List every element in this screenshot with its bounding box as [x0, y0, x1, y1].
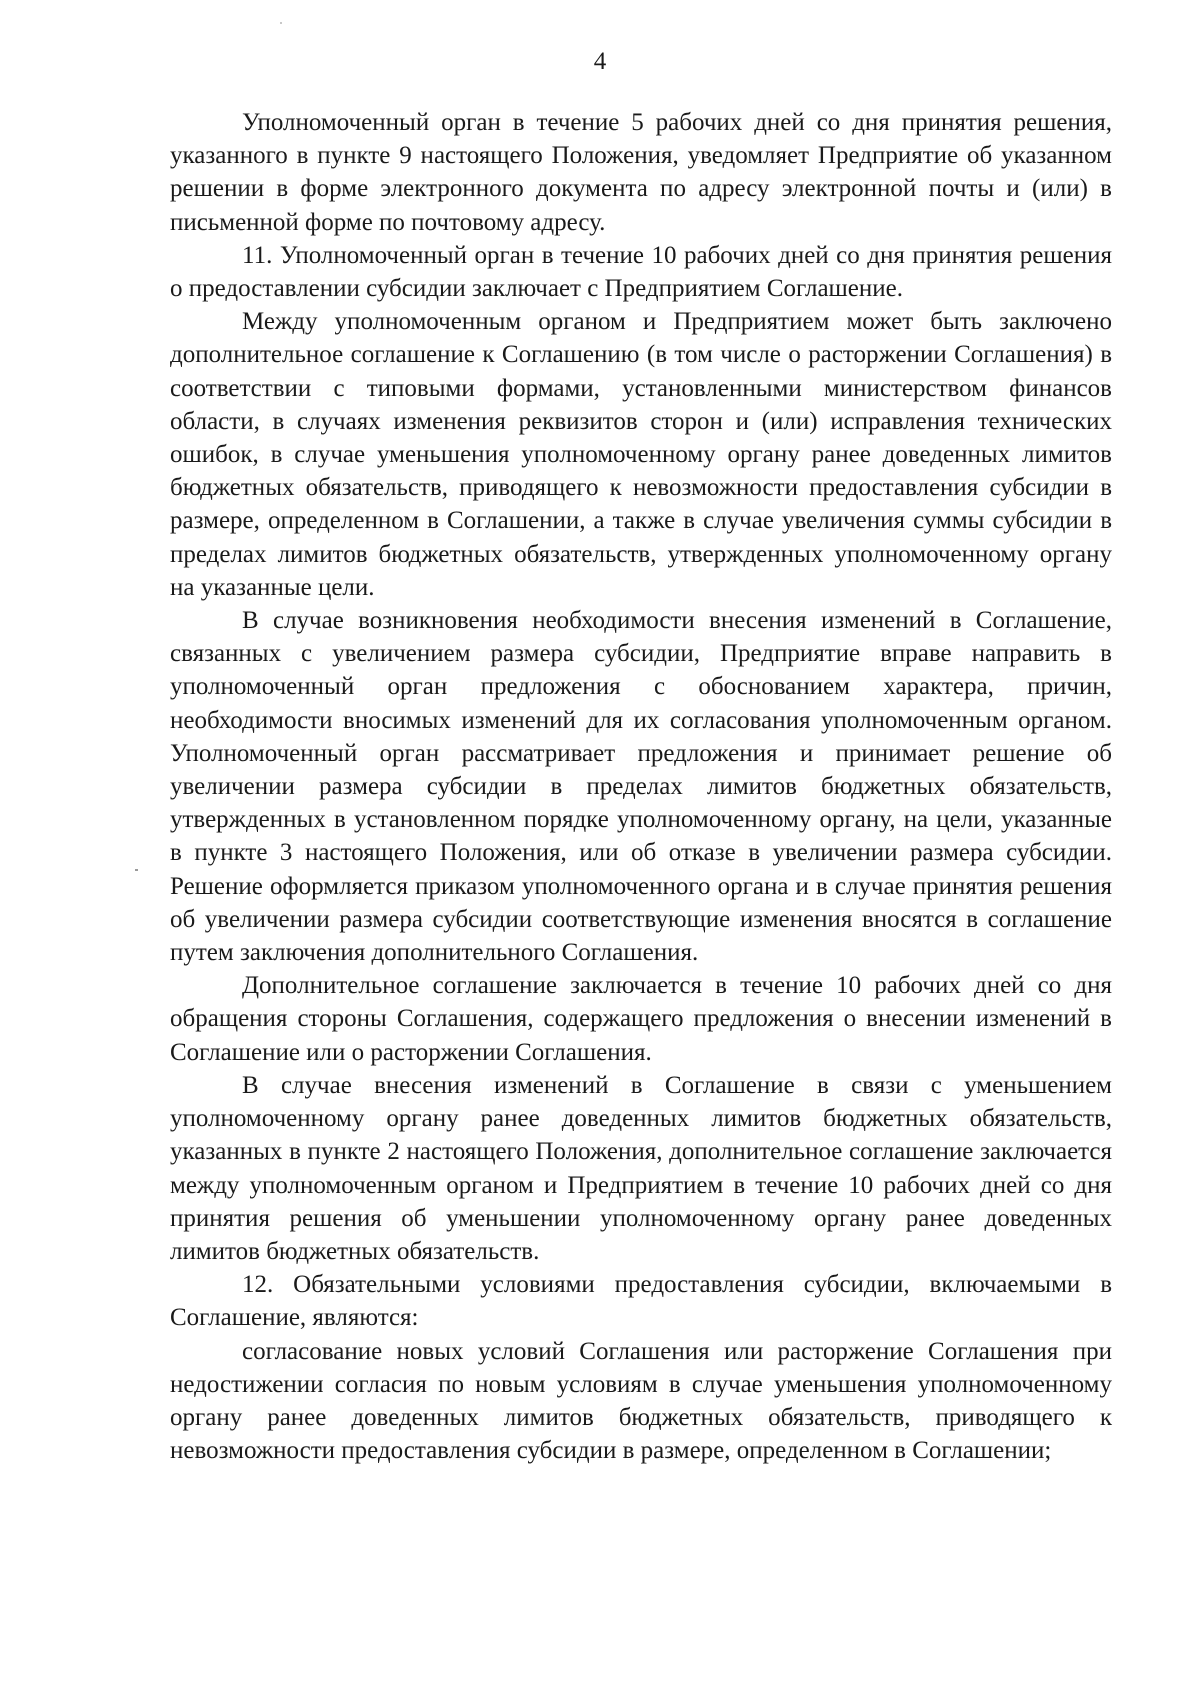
paragraph: 12. Обязательными условиями предоставления субсидии, включаемыми в Соглашение, являются:	[170, 1271, 1112, 1332]
paragraph: 11. Уполномоченный орган в течение 10 рабочих дней со дня принятия решения о предоставлении субсидии заключает с Предприятием Соглашение.	[170, 241, 1112, 303]
scan-artifact	[135, 869, 138, 871]
paragraph: Уполномоченный орган в течение 5 рабочих дней со дня принятия решения, указанного в пункте 9 настоящего Положения, уведомляет Предприятие об указанном решении в форме электронного документа по адресу электронной почты и (или) в письменной форме по почтовому адресу.	[170, 109, 1112, 236]
paragraph: Между уполномоченным органом и Предприятием может быть заключено дополнительное соглашение к Соглашению (в том числе о расторжении Соглашения) в соответствии с типовыми формами, установленными министерством финансов области, в случаях изменения реквизитов сторон и (или) исправления технических ошибок, в случае уменьшения уполномоченному органу ранее доведенных лимитов бюджетных обязательств, приводящего к невозможности предоставления субсидии в размере, определенном в Соглашении, а также в случае увеличения суммы субсидии в пределах лимитов бюджетных обязательств, утвержденных уполномоченному органу на указанные цели.	[170, 308, 1112, 601]
paragraph: В случае возникновения необходимости внесения изменений в Соглашение, связанных с увеличением размера субсидии, Предприятие вправе направить в уполномоченный орган предложения с обоснованием характера, причин, необходимости вносимых изменений для их согласования уполномоченным органом. Уполномоченный орган рассматривает предложения и принимает решение об увеличении размера субсидии в пределах лимитов бюджетных обязательств, утвержденных в установленном порядке уполномоченному органу, на цели, указанные в пункте 3 настоящего Положения, или об отказе в увеличении размера субсидии. Решение оформляется приказом уполномоченного органа и в случае принятия решения об увеличении размера субсидии соответствующие изменения вносятся в соглашение путем заключения дополнительного Соглашения.	[170, 607, 1112, 967]
paragraph: Дополнительное соглашение заключается в течение 10 рабочих дней со дня обращения стороны Соглашения, содержащего предложения о внесении изменений в Соглашение или о расторжении Соглашения.	[170, 972, 1112, 1066]
scan-artifact	[280, 22, 282, 24]
paragraph: согласование новых условий Соглашения или расторжение Соглашения при недостижении согласия по новым условиям в случае уменьшения уполномоченному органу ранее доведенных лимитов бюджетных обязательств, приводящего к невозможности предоставления субсидии в размере, определенном в Соглашении;	[170, 1337, 1112, 1465]
page-number: 4	[593, 48, 607, 75]
paragraph: В случае внесения изменений в Соглашение в связи с уменьшением уполномоченному органу ранее доведенных лимитов бюджетных обязательств, указанных в пункте 2 настоящего Положения, дополнительное соглашение заключается между уполномоченным органом и Предприятием в течение 10 рабочих дней со дня принятия решения об уменьшении уполномоченному органу ранее доведенных лимитов бюджетных обязательств.	[170, 1071, 1112, 1265]
document-body	[170, 106, 1112, 1467]
